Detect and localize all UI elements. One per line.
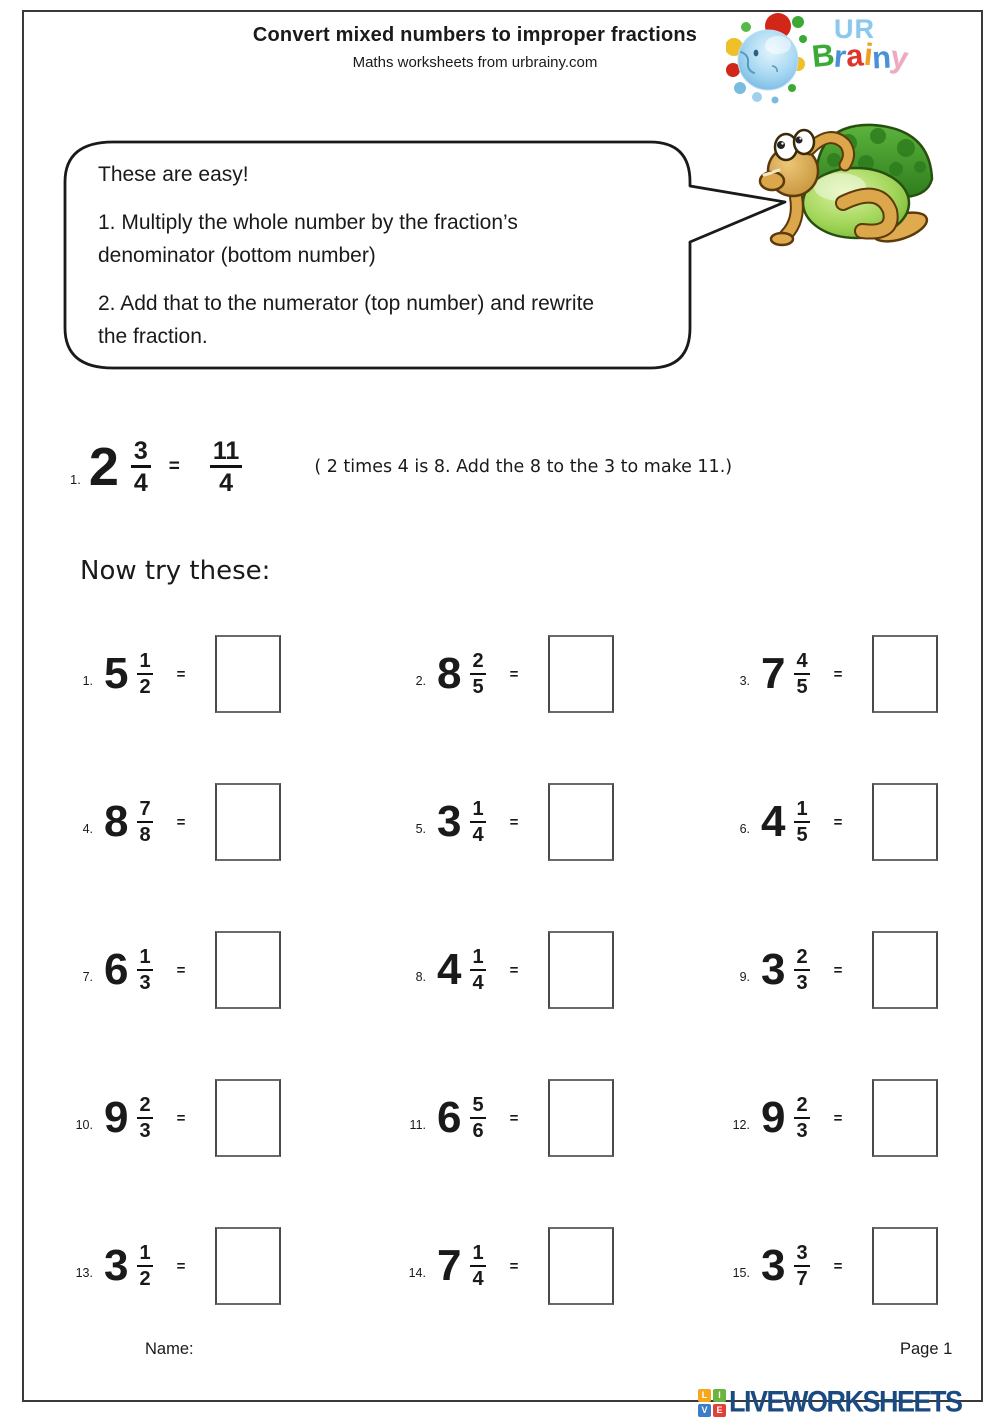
example-number: 1. [70,471,81,487]
problem-whole-number: 3 [761,1241,786,1290]
problem-fraction [137,651,152,698]
urbrainy-head-icon [726,12,810,104]
problem-cell [63,931,396,1009]
liveworksheets-tiles-icon [698,1389,726,1417]
worked-example [70,438,732,497]
fraction-denominator: 4 [472,823,484,846]
problem-fraction [137,1095,152,1142]
fraction-denominator: 3 [139,1119,151,1142]
fraction-denominator: 2 [139,675,151,698]
equals-sign: = [833,961,843,979]
fraction-numerator: 11 [210,438,242,468]
problem-fraction [470,1243,485,1290]
problem-number: 9. [739,970,750,984]
equals-sign: = [509,961,519,979]
fraction-denominator: 4 [472,1267,484,1290]
problem-fraction [470,1095,485,1142]
answer-box[interactable] [548,635,614,713]
problem-fraction [794,1243,809,1290]
fraction-denominator: 7 [796,1267,808,1290]
answer-box[interactable] [548,783,614,861]
problem-cell [396,1079,720,1157]
brainy-letter: a [844,37,866,74]
brainy-letter: B [810,36,837,75]
page-subtitle: Maths worksheets from urbrainy.com [352,54,598,71]
equals-sign: = [509,665,519,683]
example-fraction [131,438,151,497]
problem-fraction [470,799,485,846]
example-whole-number: 2 [88,437,119,498]
fraction-denominator: 5 [796,823,808,846]
fraction-denominator: 4 [133,469,148,498]
urbrainy-logo [726,12,956,112]
problem-number: 15. [732,1266,750,1280]
problem-cell [63,635,396,713]
fraction-denominator: 6 [472,1119,484,1142]
problem-whole-number: 9 [761,1093,786,1142]
equals-sign: = [176,1109,186,1127]
answer-box[interactable] [215,1227,281,1305]
problem-whole-number: 3 [761,945,786,994]
liveworksheets-wordmark: LIVEWORKSHEETS [729,1385,962,1419]
bubble-line-step1: 1. Multiply the whole number by the fraction’s denominator (bottom number) [98,211,518,267]
equals-sign: = [833,1257,843,1275]
fraction-numerator: 1 [137,1243,152,1267]
problem-cell [720,1079,963,1157]
urbrainy-ur-text: UR [834,14,875,44]
liveworksheets-tile: L [698,1389,711,1402]
equals-sign: = [176,961,186,979]
fraction-denominator: 2 [139,1267,151,1290]
equals-sign: = [509,813,519,831]
fraction-denominator: 8 [139,823,151,846]
fraction-numerator: 3 [131,438,151,468]
answer-box[interactable] [872,1227,938,1305]
problem-fraction [470,947,485,994]
problem-whole-number: 5 [104,649,129,698]
brainy-wordmark [810,36,952,77]
problem-whole-number: 4 [761,797,786,846]
name-label: Name: [145,1340,194,1358]
problem-number: 3. [739,674,750,688]
liveworksheets-tile: I [713,1389,726,1402]
answer-box[interactable] [215,931,281,1009]
problem-number: 7. [82,970,93,984]
fraction-numerator: 1 [470,1243,485,1267]
problem-number: 11. [409,1118,426,1132]
equals-sign: = [833,1109,843,1127]
answer-box[interactable] [548,1079,614,1157]
liveworksheets-tile: V [698,1404,711,1417]
brainy-letter: i [862,36,875,73]
problem-fraction [794,1095,809,1142]
fraction-denominator: 3 [796,971,808,994]
fraction-numerator: 1 [137,651,152,675]
problem-whole-number: 6 [437,1093,462,1142]
urbrainy-wordmark [810,14,952,77]
equals-sign: = [509,1109,519,1127]
answer-box[interactable] [215,783,281,861]
turtle-mascot-icon [748,115,943,255]
answer-box[interactable] [872,931,938,1009]
page-number: Page 1 [900,1340,953,1358]
page-title: Convert mixed numbers to improper fractions [252,24,698,46]
problem-whole-number: 6 [104,945,129,994]
problem-number: 12. [732,1118,750,1132]
fraction-numerator: 2 [794,1095,809,1119]
bubble-line-intro: These are easy! [98,163,249,186]
fraction-numerator: 5 [470,1095,485,1119]
problem-whole-number: 4 [437,945,462,994]
fraction-numerator: 2 [137,1095,152,1119]
problem-number: 8. [415,970,426,984]
equals-sign: = [833,665,843,683]
fraction-numerator: 1 [470,947,485,971]
brainy-letter: r [832,38,848,75]
liveworksheets-tile: E [713,1404,726,1417]
problems-grid [63,600,963,1340]
problem-number: 6. [739,822,750,836]
problem-number: 1. [82,674,93,688]
fraction-numerator: 3 [794,1243,809,1267]
problem-cell [396,635,720,713]
fraction-numerator: 1 [137,947,152,971]
fraction-numerator: 2 [470,651,485,675]
fraction-numerator: 1 [794,799,809,823]
instruction-text: Now try these: [80,556,271,586]
problem-fraction [794,947,809,994]
problem-whole-number: 8 [104,797,129,846]
problem-fraction [137,947,152,994]
answer-box[interactable] [215,1079,281,1157]
problem-fraction [470,651,485,698]
problem-fraction [794,651,809,698]
problem-number: 4. [82,822,93,836]
equals-sign: = [168,456,180,478]
fraction-denominator: 5 [472,675,484,698]
liveworksheets-logo [698,1387,962,1418]
problem-whole-number: 7 [437,1241,462,1290]
problem-whole-number: 3 [104,1241,129,1290]
problem-cell [63,1227,396,1305]
problem-cell [720,783,963,861]
answer-box[interactable] [548,1227,614,1305]
problem-fraction [794,799,809,846]
answer-box[interactable] [872,783,938,861]
bubble-line-step2: 2. Add that to the numerator (top number) and rewrite the fraction. [98,292,595,348]
answer-box[interactable] [872,1079,938,1157]
fraction-denominator: 3 [796,1119,808,1142]
problem-number: 5. [415,822,426,836]
answer-box[interactable] [872,635,938,713]
fraction-numerator: 7 [137,799,152,823]
equals-sign: = [833,813,843,831]
speech-bubble-text [98,158,618,368]
equals-sign: = [176,665,186,683]
problem-cell [396,1227,720,1305]
problem-number: 10. [75,1118,93,1132]
problem-number: 13. [75,1266,93,1280]
problem-whole-number: 3 [437,797,462,846]
problem-whole-number: 8 [437,649,462,698]
speech-bubble [58,136,798,376]
problem-cell [63,1079,396,1157]
answer-box[interactable] [215,635,281,713]
equals-sign: = [509,1257,519,1275]
fraction-numerator: 4 [794,651,809,675]
answer-box[interactable] [548,931,614,1009]
problem-cell [396,931,720,1009]
problem-cell [63,783,396,861]
fraction-numerator: 2 [794,947,809,971]
example-result-fraction [210,438,242,497]
equals-sign: = [176,1257,186,1275]
problem-cell [396,783,720,861]
problem-number: 2. [415,674,426,688]
equals-sign: = [176,813,186,831]
problem-fraction [137,1243,152,1290]
fraction-denominator: 4 [219,469,234,498]
problem-whole-number: 9 [104,1093,129,1142]
problem-cell [720,931,963,1009]
fraction-denominator: 4 [472,971,484,994]
brainy-letter: y [888,38,911,77]
problem-cell [720,635,963,713]
problem-fraction [137,799,152,846]
fraction-denominator: 3 [139,971,151,994]
example-explanation: ( 2 times 4 is 8. Add the 8 to the 3 to make 11.) [314,457,733,478]
brainy-letter: n [871,39,893,76]
problem-number: 14. [408,1266,426,1280]
fraction-denominator: 5 [796,675,808,698]
fraction-numerator: 1 [470,799,485,823]
problem-whole-number: 7 [761,649,786,698]
problem-cell [720,1227,963,1305]
